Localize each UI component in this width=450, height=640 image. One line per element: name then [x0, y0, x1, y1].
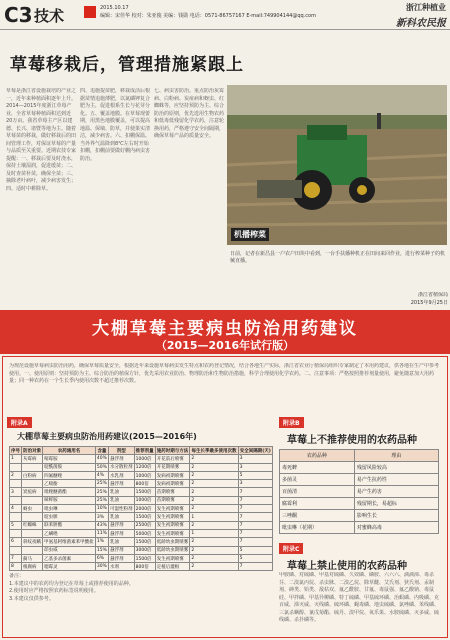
table-cell: 苗期喷雾: [155, 496, 190, 504]
banner-subtitle: （2015—2016年试行版）: [155, 339, 295, 352]
table-cell: 4: [10, 505, 22, 513]
appendix-a-title: 大棚草莓主要病虫防治用药建议(2015—2016年): [17, 432, 197, 441]
table-cell: [22, 513, 43, 521]
table-cell: 4%: [95, 471, 108, 479]
table-cell: 乳油: [108, 488, 134, 496]
table-cell: 水剂: [108, 563, 134, 571]
header-meta: [100, 4, 316, 20]
table-cell: 2: [190, 463, 238, 471]
table-cell: 7: [238, 505, 272, 513]
banner-title: 大棚草莓主要病虫防治用药建议: [92, 319, 358, 339]
table-cell: 40%: [96, 456, 107, 462]
table-cell: 乙基多杀菌素: [43, 554, 96, 562]
table-cell: 低龄幼虫期喷雾: [155, 538, 190, 546]
table-cell: 吡虫啉（花期）: [280, 522, 355, 534]
issue-date: 2015.10.17: [100, 5, 129, 11]
table-cell: 吡虫啉: [43, 505, 96, 513]
table-cell: 吡唑醚菌酯: [43, 488, 96, 496]
guide-org: 浙江省植保局: [417, 292, 448, 298]
table-row: [10, 463, 273, 471]
table-cell: 7: [238, 529, 272, 537]
table-header-cell: 农药品种: [280, 450, 355, 462]
table-cell: 2500倍: [134, 521, 155, 529]
article-photo: [227, 85, 447, 245]
table-cell: 7: [238, 563, 272, 571]
table-cell: 定植后灌根: [155, 563, 190, 571]
table-cell: [22, 463, 43, 471]
table-header-cell: 推荐剂量: [134, 447, 155, 455]
table-cell: 根腐病: [22, 563, 43, 571]
table-cell: 6: [10, 538, 22, 546]
table-cell: 25%: [96, 497, 107, 503]
table-cell: 啶虫脒: [43, 513, 96, 521]
table-cell: 炭疽病: [22, 488, 43, 496]
table-cell: 红蜘蛛: [22, 521, 43, 529]
table-cell: 3%: [95, 513, 108, 521]
table-cell: 3000倍: [134, 546, 155, 554]
article-col-1: 草莓是浙江省设施栽培的产业之一，近年来种植面积逐年上升。2014—2015年度浙江草莓产业，全省草莓种植面积达到近20万亩。我省草莓主产区以建德、长兴、诸暨等地为主。随着草莓苗的移栽，做好移栽后的田间管理工作，对保证草莓的产量与品质至关重要。近期农技专家提醒：一、移栽后要及时浇水，保持土壤湿润，促进缓苗；二、及时查苗补苗，确保全苗；三、摘除老叶病叶，减少病害发生；四、适时中耕除草。: [6, 88, 76, 192]
table-cell: 2: [190, 496, 238, 504]
paper-name-top: 浙江种植业: [406, 3, 446, 12]
appendix-a-tag: 附录A: [7, 417, 32, 428]
table-cell: 残留风险较高: [354, 462, 438, 474]
editors: 编辑：宋佳华 校对：朱亚俊 美编：钱勋: [100, 13, 189, 19]
table-cell: 1200倍: [134, 463, 155, 471]
table-cell: 四氟醚唑: [43, 471, 96, 479]
table-cell: 咪鲜胺: [43, 496, 96, 504]
table-row: [10, 480, 273, 488]
table-cell: 2: [190, 554, 238, 562]
table-cell: 25%: [96, 489, 107, 495]
table-cell: 6%: [95, 554, 108, 562]
table-cell: 2: [190, 521, 238, 529]
table-cell: 白粉病: [22, 471, 43, 479]
banned-list: 甲胺磷、对硫磷、甲基对硫磷、久效磷、磷胺、六六六、滴滴涕、毒杀芬、二溴氯丙烷、杀虫脒、二溴乙烷、除草醚、艾氏剂、狄氏剂、汞制剂、砷类、铅类、敌枯双、氟乙酰胺、甘氟、毒鼠强、氟乙酸钠、毒鼠硅、甲拌磷、甲基异柳磷、特丁硫磷、甲基硫环磷、治螟磷、内吸磷、克百威、涕灭威、灭线磷、硫环磷、蝇毒磷、地虫硫磷、氯唑磷、苯线磷、三氯杀螨醇、氰戊菊酯、硫丹、溴甲烷、氧乐果、水胺硫磷、灭多威、硫线磷、杀扑磷等。: [279, 572, 439, 623]
table-cell: 茚虫威: [43, 546, 96, 554]
table-cell: 7: [238, 521, 272, 529]
table-cell: 水分散粒剂: [108, 463, 134, 471]
table-cell: 7: [238, 513, 272, 521]
guide-date: 2015年9月25日: [410, 299, 448, 306]
table-cell: 水乳剂: [108, 471, 134, 479]
editor-line: [100, 12, 316, 20]
page-header: [0, 0, 450, 30]
table-cell: 百菌清: [280, 486, 355, 498]
table-cell: 蚜虫: [22, 505, 43, 513]
table-cell: [10, 513, 22, 521]
table-cell: 1%: [95, 538, 108, 546]
article-title: 草莓移栽后，管理措施紧跟上: [10, 55, 244, 75]
table-cell: 发生初期喷雾: [155, 513, 190, 521]
table-cell: 甲氨基阿维菌素苯甲酸盐: [43, 538, 96, 546]
table-header-cell: 理由: [354, 450, 438, 462]
table-cell: 3: [238, 480, 272, 488]
table-row: [10, 471, 273, 479]
table-cell: 发病初期喷雾: [155, 471, 190, 479]
table-cell: 15%: [96, 547, 107, 553]
table-cell: 800倍: [134, 563, 155, 571]
table-cell: 8: [10, 563, 22, 571]
table-cell: [22, 480, 43, 488]
table-cell: [22, 496, 43, 504]
table-cell: 残留期长，易超标: [354, 498, 438, 510]
table-cell: 3: [10, 488, 22, 496]
table-cell: 开花前后喷雾: [155, 455, 190, 463]
table-cell: 悬浮剂: [108, 554, 134, 562]
table-cell: 1000倍: [134, 455, 155, 463]
table-cell: 800倍: [134, 480, 155, 488]
table-cell: 5: [10, 521, 22, 529]
table-cell: 3: [238, 455, 272, 463]
notes: [9, 573, 273, 609]
contact: 电话：0571-86757167 E-mail:749904144@qq.com: [189, 13, 316, 19]
note-2: 2.使用时应严格按照农药标签说明使用。: [9, 588, 99, 594]
table-cell: 7: [238, 488, 272, 496]
intro-text: 为规范设施草莓病虫防治用药，确保草莓质量安全，根据近年来设施草莓病虫发生特点和农药登记情况，结合各地生产实际，浙江省农业厅植保局组织专家制定了本用药建议，供各地在生产中参考使用。一、使用原则：坚持预防为主、综合防治的植保方针，优先采用农业防治、物理防治和生物防治措施，科学合理使用化学农药。二、注意事项：严格按照推荐剂量使用，避免随意加大用药量；同一种农药在一个生长季内使用次数不超过推荐次数。: [9, 363, 440, 384]
table-cell: 斜纹夜蛾: [22, 538, 43, 546]
note-1: 1.本建议中的农药均为登记在草莓上或推荐使用的品种。: [9, 580, 134, 587]
table-row: [10, 496, 273, 504]
table-cell: 低龄幼虫期喷雾: [155, 546, 190, 554]
table-row: [280, 510, 439, 522]
table-cell: 发生初期喷雾: [155, 554, 190, 562]
table-cell: 易产生抗药性: [354, 474, 438, 486]
note-3: 3.本建议仅供参考。: [9, 595, 54, 602]
table-cell: 50%: [96, 464, 107, 470]
table-cell: 5: [238, 471, 272, 479]
table-header-cell: 序号: [10, 447, 22, 455]
table-row: [10, 538, 273, 546]
article-col-2: 四、追施提苗肥，移栽成活后根据苗情追施薄肥，以氮磷钾复合肥为主，促进根系生长与花芽分化。五、覆盖地膜。在草莓现蕾期，用黑色地膜覆盖，可以提高地温、保墒、防草，并使果实清洁，减少病害。六、扣棚保温。当外界气温降到8℃左右时开始扣棚，扣棚前要做好棚内病虫害防治。: [80, 88, 150, 162]
table-cell: 30%: [96, 564, 107, 570]
table-row: [10, 563, 273, 571]
table-row: [10, 505, 273, 513]
table-cell: [10, 463, 22, 471]
table-row: [10, 513, 273, 521]
table-cell: 11%: [96, 531, 107, 537]
table-cell: [10, 529, 22, 537]
table-cell: 可湿性粉剂: [108, 505, 134, 513]
table-cell: 10%: [96, 506, 107, 512]
table-cell: 7: [10, 554, 22, 562]
table-cell: 2: [190, 505, 238, 513]
table-cell: 乳油: [108, 538, 134, 546]
appendix-c-title: 草莓上禁止使用的农药品种: [287, 561, 407, 572]
table-cell: 对蜜蜂高毒: [354, 522, 438, 534]
table-cell: 5: [238, 554, 272, 562]
section-title: 技术: [34, 7, 65, 25]
table-cell: 1500倍: [134, 554, 155, 562]
table-cell: 2: [190, 563, 238, 571]
table-row: [10, 488, 273, 496]
table-cell: 2: [10, 471, 22, 479]
table-row: [10, 521, 273, 529]
table-cell: 1500倍: [134, 538, 155, 546]
table-cell: 1: [190, 513, 238, 521]
table-row: [10, 455, 273, 463]
table-cell: [22, 546, 43, 554]
table-row: [280, 498, 439, 510]
table-cell: 三唑酮: [280, 510, 355, 522]
table-cell: 悬浮剂: [108, 480, 134, 488]
appendix-b-tag: 附录B: [279, 417, 304, 428]
table-cell: 5: [238, 546, 272, 554]
table-header-cell: 防治对象: [22, 447, 43, 455]
table-cell: 乳油: [108, 496, 134, 504]
table-cell: 联苯肼酯: [43, 521, 96, 529]
table-cell: 影响生长: [354, 510, 438, 522]
table-cell: 悬浮剂: [108, 546, 134, 554]
table-cell: 1000倍: [134, 471, 155, 479]
table-cell: 2: [190, 538, 238, 546]
table-cell: 蓟马: [22, 554, 43, 562]
table-cell: 苗期喷雾: [155, 488, 190, 496]
table-cell: 1500倍: [134, 488, 155, 496]
table-header-cell: 剂型: [108, 447, 134, 455]
table-cell: 多菌灵: [280, 474, 355, 486]
table-cell: 5000倍: [134, 529, 155, 537]
appendix-c-tag: 附录C: [279, 543, 303, 554]
notes-label: 备注：: [9, 573, 25, 579]
pesticide-table: [9, 446, 273, 571]
table-cell: 25%: [96, 481, 107, 487]
section-marker: [84, 6, 96, 18]
table-cell: 1: [190, 529, 238, 537]
table-cell: 腐霉利: [280, 498, 355, 510]
table-cell: 2: [190, 480, 238, 488]
table-cell: 乳油: [108, 513, 134, 521]
photo-caption: 机播榨菜: [231, 228, 269, 241]
table-cell: 悬浮剂: [108, 529, 134, 537]
table-cell: 2: [190, 455, 238, 463]
appendix-b-title: 草莓上不推荐使用的农药品种: [287, 435, 417, 446]
guide-signature: [392, 292, 448, 308]
table-cell: 发生初期喷雾: [155, 521, 190, 529]
table-row: [280, 522, 439, 534]
not-recommended-table: [279, 449, 439, 534]
table-cell: [22, 529, 43, 537]
table-row: [280, 474, 439, 486]
table-header-cell: 施药时期与方法: [155, 447, 190, 455]
article-col-3: 七、病虫害防治。重点防治灰霉病、白粉病、炭疽病和蚜虫、红蜘蛛等，应坚持预防为主、综合防治的原则，优先选用生物农药和低毒低残留化学农药，注意轮换用药，严格遵守安全间隔期，确保草莓产品的质量安全。: [154, 88, 224, 139]
table-cell: 2: [190, 488, 238, 496]
table-cell: 43%: [96, 522, 107, 528]
table-cell: 悬浮剂: [108, 455, 134, 463]
table-cell: 7: [238, 538, 272, 546]
page-number: C3: [4, 3, 33, 27]
table-cell: 1000倍: [134, 496, 155, 504]
table-cell: [10, 496, 22, 504]
table-cell: 发生初期喷雾: [155, 505, 190, 513]
table-header-cell: 每生长季最多使用次数: [190, 447, 238, 455]
table-cell: 毒死蜱: [280, 462, 355, 474]
table-cell: 2: [190, 471, 238, 479]
table-cell: 发病初期喷雾: [155, 480, 190, 488]
table-cell: 灰霉病: [22, 455, 43, 463]
paper-name-bottom: 新科农民报: [396, 18, 446, 29]
table-cell: 3: [238, 463, 272, 471]
table-cell: 发生初期喷雾: [155, 529, 190, 537]
guide-box: [2, 356, 448, 638]
table-cell: 开花期喷雾: [155, 463, 190, 471]
table-row: [280, 462, 439, 474]
table-header-cell: 安全间隔期(天): [238, 447, 272, 455]
table-cell: 噁霉灵: [43, 563, 96, 571]
table-cell: 1: [10, 455, 22, 463]
table-cell: 2000倍: [134, 505, 155, 513]
table-cell: [10, 480, 22, 488]
table-row: [10, 554, 273, 562]
table-cell: 悬浮剂: [108, 521, 134, 529]
table-row: [10, 546, 273, 554]
table-cell: 乙螨唑: [43, 529, 96, 537]
table-cell: 嘧霉胺: [43, 455, 96, 463]
table-header-cell: 含量: [95, 447, 108, 455]
table-cell: 2: [190, 546, 238, 554]
table-row: [280, 486, 439, 498]
table-cell: 7: [238, 496, 272, 504]
table-cell: 乙嘧酚: [43, 480, 96, 488]
table-cell: 啶酰菌胺: [43, 463, 96, 471]
table-cell: 1500倍: [134, 513, 155, 521]
table-cell: [10, 546, 22, 554]
guide-banner: [0, 310, 450, 354]
photo-note: 日前，记者在新昌县一户农户田块中看到，一台手扶播种机正在田间来回作业，进行榨菜种子的机械直播。: [230, 251, 446, 264]
table-row: [10, 529, 273, 537]
table-cell: 易产生药害: [354, 486, 438, 498]
table-header-cell: 农药通用名: [43, 447, 96, 455]
